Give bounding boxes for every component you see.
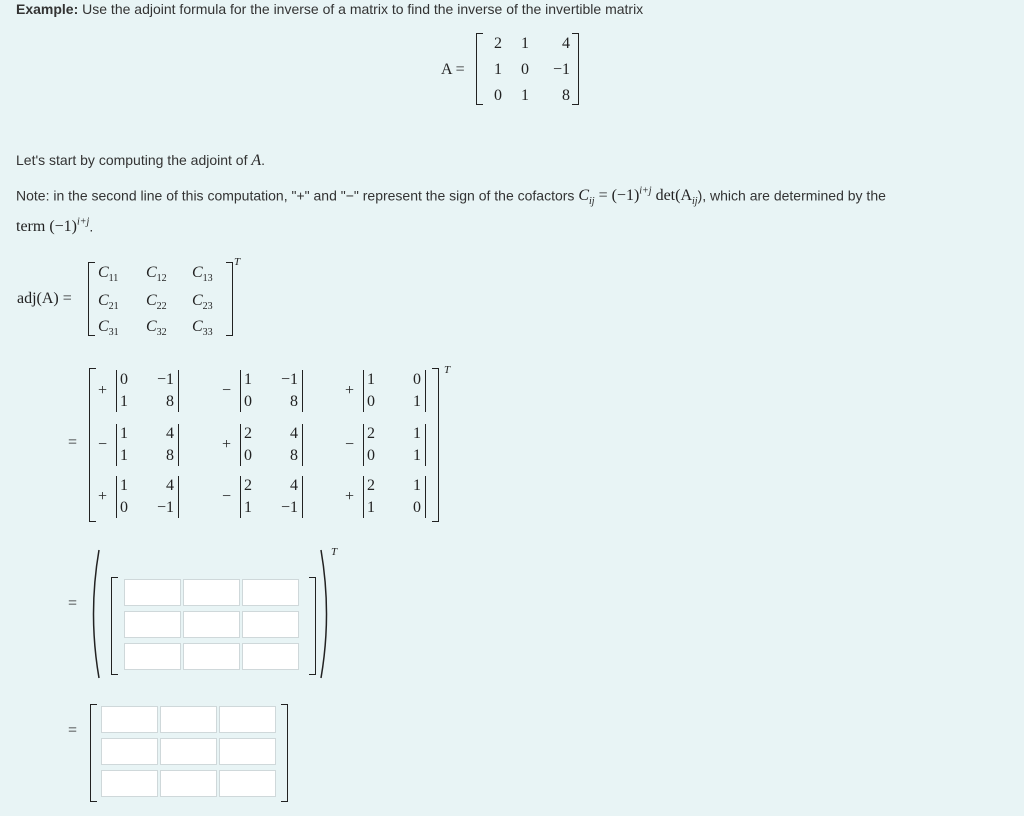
matrix-a-right-bracket [572, 33, 579, 105]
minor-cell: 2 [367, 425, 375, 442]
det-text: det(A [655, 187, 693, 205]
cofactor-cell [146, 292, 167, 312]
cofactor-index: 21 [108, 301, 119, 313]
minor-left-bar [363, 476, 364, 518]
cofactor-cell [192, 292, 213, 312]
minor-cell: 1 [367, 371, 375, 388]
answer1-transpose: T [331, 546, 338, 558]
example-text: Use the adjoint formula for the inverse of a matrix to find the inverse of the invertible matrix [82, 1, 644, 17]
matrix-a-cell: 0 [521, 61, 529, 78]
cofactor-cell [146, 318, 167, 338]
minor-cell: 4 [166, 477, 174, 494]
minor-cell: 8 [166, 393, 174, 410]
matrix-a-cell: 8 [562, 87, 570, 104]
cofactor-cell [98, 292, 119, 312]
minor-cell: 8 [290, 393, 298, 410]
minor-left-bar [363, 424, 364, 466]
cofactor-formula: $C_{ij} = (-1)^{i+j}$ $\det(A_{ij}$ [578, 186, 698, 208]
cofactor-letter: C [146, 292, 157, 309]
minor-right-bar [302, 370, 303, 412]
minor-cell: 1 [413, 447, 421, 464]
minor-sign: + [345, 488, 355, 505]
minor-cell: 1 [367, 499, 375, 516]
minor-right-bar [178, 370, 179, 412]
minor-sign: + [98, 382, 108, 399]
minor-cell: 1 [413, 477, 421, 494]
left-paren [86, 548, 102, 680]
equals-sign-1: = [68, 434, 78, 451]
start-sentence: Let's start by computing the adjoint of [16, 152, 252, 168]
matrix-a-label: A = [441, 61, 465, 78]
minor-sign: − [222, 382, 232, 399]
answer-input-cell[interactable] [101, 738, 158, 765]
cof-eq: = (−1) [598, 187, 640, 205]
equals-sign-3: = [68, 722, 78, 739]
minor-cell: 0 [244, 447, 252, 464]
minor-cell: −1 [156, 499, 174, 516]
minor-sign: − [98, 436, 108, 453]
cofactor-index: 31 [108, 327, 119, 339]
cofactor-index: 22 [156, 301, 167, 313]
minor-cell: −1 [280, 499, 298, 516]
answer-input-cell[interactable] [101, 706, 158, 733]
cofactor-index: 12 [156, 273, 167, 285]
minor-cell: 2 [244, 425, 252, 442]
start-a-symbol: A [251, 152, 262, 169]
adj-left-bracket [88, 262, 95, 336]
minor-right-bar [425, 424, 426, 466]
minor-cell: 8 [166, 447, 174, 464]
minor-cell: 0 [413, 499, 421, 516]
minor-cell: 2 [244, 477, 252, 494]
minor-left-bar [116, 476, 117, 518]
cofactor-cell [146, 264, 167, 284]
minor-left-bar [240, 476, 241, 518]
minor-cell: 0 [367, 393, 375, 410]
answer-input-cell[interactable] [219, 706, 276, 733]
cofactor-letter: C [192, 264, 203, 281]
minor-cell: 1 [120, 447, 128, 464]
minor-left-bar [116, 424, 117, 466]
minor-cell: 0 [120, 499, 128, 516]
minor-cell: 1 [120, 393, 128, 410]
adj-right-bracket [226, 262, 233, 336]
minor-cell: 0 [120, 371, 128, 388]
minors-transpose: T [444, 364, 451, 376]
answer-input-cell[interactable] [219, 738, 276, 765]
answer-input-cell[interactable] [160, 770, 217, 797]
minor-sign: + [98, 488, 108, 505]
cofactor-letter: C [192, 318, 203, 335]
minor-right-bar [302, 476, 303, 518]
matrix-a-cell: 2 [494, 35, 502, 52]
cofactor-letter: C [192, 292, 203, 309]
adj-transpose: T [234, 256, 241, 268]
cofactor-index: 32 [156, 327, 167, 339]
answer-input-cell[interactable] [242, 643, 299, 670]
minor-cell: 1 [120, 477, 128, 494]
answer-input-cell[interactable] [242, 611, 299, 638]
answer-input-cell[interactable] [183, 611, 240, 638]
answer-input-cell[interactable] [160, 706, 217, 733]
minor-cell: 4 [290, 477, 298, 494]
minor-cell: 0 [244, 393, 252, 410]
answer-input-cell[interactable] [160, 738, 217, 765]
cofactor-index: 23 [202, 301, 213, 313]
answer-input-cell[interactable] [124, 611, 181, 638]
matrix-a-cell: 1 [521, 35, 529, 52]
cofactor-index: 33 [202, 327, 213, 339]
cofactor-index: 11 [108, 273, 119, 285]
example-heading [16, 1, 643, 17]
which-text: ), which are determined by the [697, 187, 886, 204]
answer2-left-bracket [90, 704, 97, 802]
minor-cell: 1 [413, 393, 421, 410]
cofactor-letter: C [98, 264, 109, 281]
term-formula: term $(-1)^{i+j}$ [16, 216, 90, 235]
minor-sign: − [222, 488, 232, 505]
start-text [16, 152, 265, 170]
minor-left-bar [240, 424, 241, 466]
matrix-a-cell: −1 [552, 61, 570, 78]
minor-left-bar [363, 370, 364, 412]
matrix-a-cell: 0 [494, 87, 502, 104]
term-text: term (−1) [16, 217, 77, 235]
answer-input-cell[interactable] [242, 579, 299, 606]
minor-cell: 1 [413, 425, 421, 442]
note-text [16, 182, 1006, 237]
cofactor-cell [98, 318, 119, 338]
minor-sign: + [222, 436, 232, 453]
minor-cell: 2 [367, 477, 375, 494]
minor-cell: 0 [367, 447, 375, 464]
cofactor-letter: C [98, 318, 109, 335]
minor-right-bar [178, 476, 179, 518]
answer-input-cell[interactable] [101, 770, 158, 797]
term-period: . [89, 217, 94, 234]
example-label: Example: [16, 1, 79, 17]
minor-cell: 8 [290, 447, 298, 464]
minor-cell: −1 [156, 371, 174, 388]
cofactor-index: 13 [202, 273, 213, 285]
adj-label: adj(A) = [17, 290, 72, 307]
cofactor-cell [192, 318, 213, 338]
cofactor-cell [192, 264, 213, 284]
equals-sign-2: = [68, 595, 78, 612]
minors-left-bracket [89, 368, 96, 522]
note-sentence: Note: in the second line of this computation, "+" and "−" represent the sign of the cofactors [16, 187, 579, 204]
matrix-a-cell: 1 [494, 61, 502, 78]
minors-right-bracket [432, 368, 439, 522]
right-paren [318, 548, 334, 680]
minor-left-bar [116, 370, 117, 412]
answer2-right-bracket [281, 704, 288, 802]
minor-sign: + [345, 382, 355, 399]
answer-input-cell[interactable] [124, 579, 181, 606]
answer-input-cell[interactable] [219, 770, 276, 797]
minor-cell: 1 [120, 425, 128, 442]
answer-input-cell[interactable] [183, 579, 240, 606]
answer-input-cell[interactable] [124, 643, 181, 670]
minor-cell: 4 [290, 425, 298, 442]
minor-sign: − [345, 436, 355, 453]
minor-cell: 1 [244, 371, 252, 388]
minor-left-bar [240, 370, 241, 412]
matrix-a-cell: 4 [562, 35, 570, 52]
minor-right-bar [425, 476, 426, 518]
answer1-right-bracket [309, 577, 316, 675]
cofactor-letter: C [98, 292, 109, 309]
minor-right-bar [425, 370, 426, 412]
minor-cell: −1 [280, 371, 298, 388]
answer1-left-bracket [111, 577, 118, 675]
minor-cell: 4 [166, 425, 174, 442]
cofactor-letter: C [146, 318, 157, 335]
cofactor-cell [98, 264, 118, 284]
cofactor-letter: C [146, 264, 157, 281]
answer-input-cell[interactable] [183, 643, 240, 670]
minor-right-bar [178, 424, 179, 466]
minor-right-bar [302, 424, 303, 466]
start-period: . [261, 152, 266, 168]
minor-cell: 0 [413, 371, 421, 388]
minor-cell: 1 [244, 499, 252, 516]
matrix-a-cell: 1 [521, 87, 529, 104]
